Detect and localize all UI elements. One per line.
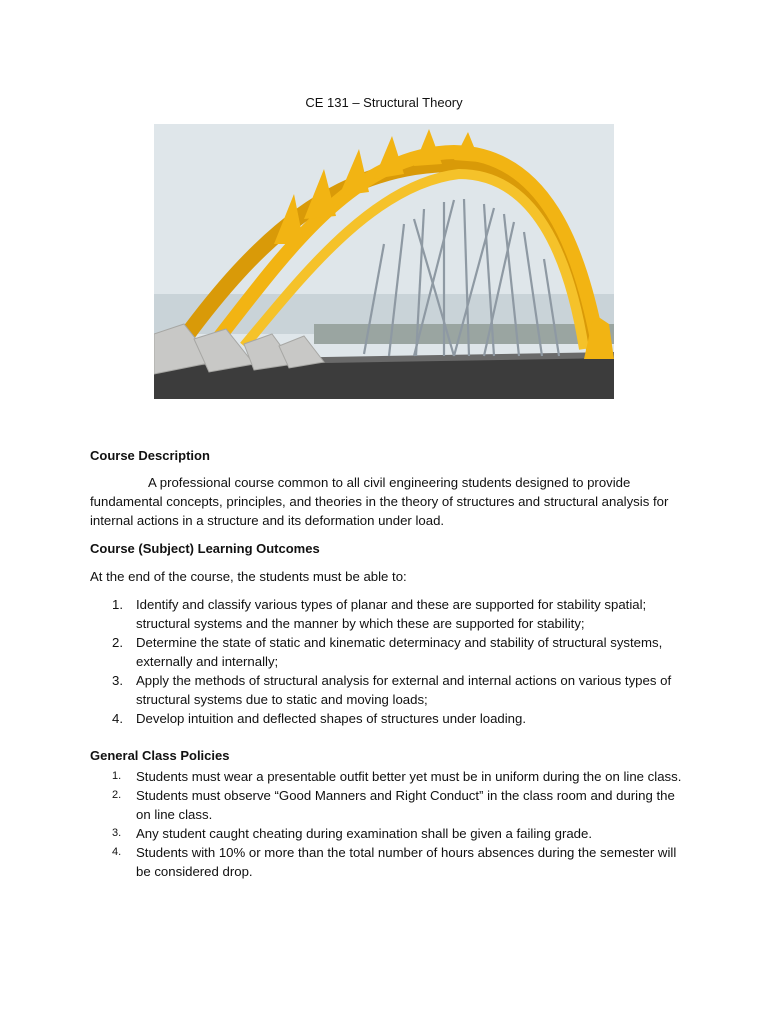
list-item: 4. Students with 10% or more than the total number of hours absences during the semester will be considered drop. xyxy=(112,845,677,879)
learning-outcomes-list xyxy=(90,595,690,728)
course-description-heading: Course Description xyxy=(90,448,210,463)
list-item: 3. Apply the methods of structural analysis for external and internal actions on various types of structural systems due to static and moving loads; xyxy=(112,673,672,707)
policies-list xyxy=(90,767,690,881)
bridge-photo xyxy=(154,124,614,399)
learning-outcomes-intro: At the end of the course, the students must be able to: xyxy=(90,569,407,584)
list-item: 3. Any student caught cheating during examination shall be given a failing grade. xyxy=(112,826,593,841)
course-description-section xyxy=(90,446,690,881)
list-item: 4. Develop intuition and deflected shapes of structures under loading. xyxy=(112,711,527,726)
list-item: 1. Identify and classify various types of planar and these are supported for stability spatial; structural systems and the manner by which these are supported for stability; xyxy=(112,597,647,631)
list-item: 2. Students must observe “Good Manners and Right Conduct” in the class room and during the on line class. xyxy=(112,788,675,822)
document-title: CE 131 – Structural Theory xyxy=(305,95,463,110)
list-item: 2. Determine the state of static and kinematic determinacy and stability of structural systems, externally and internally; xyxy=(112,635,663,669)
list-item: 1. Students must wear a presentable outfit better yet must be in uniform during the on line class. xyxy=(112,769,682,784)
policies-heading: General Class Policies xyxy=(90,748,230,763)
course-description-text: A professional course common to all civil engineering students designed to provide fundamental concepts, principles, and theories in the theory of structures and structural analysis for internal actions in a structure and its deformation under load. xyxy=(90,475,669,528)
learning-outcomes-heading: Course (Subject) Learning Outcomes xyxy=(90,541,320,556)
